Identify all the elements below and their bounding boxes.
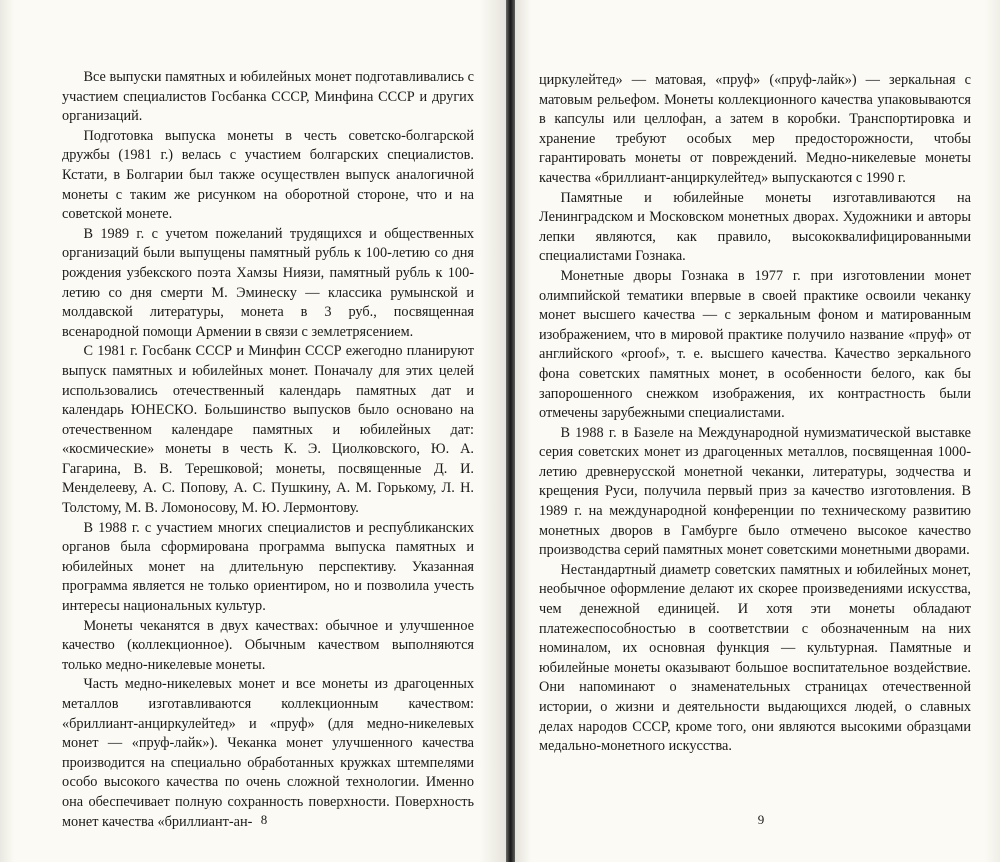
paragraph: Монеты чеканятся в двух качествах: обычное и улучшенное качество (коллекционное). Обычным качеством выполняются только медно-никелевые монеты. (62, 617, 474, 673)
paragraph: Все выпуски памятных и юбилейных монет подготавливались с участием специалистов Госбанка СССР, Минфина СССР и других организаций. (62, 69, 474, 125)
paragraph: Нестандартный диаметр советских памятных и юбилейных монет, необычное оформление делают их скорее произведениями искусства, чем денежной единицей. И хотя эти монеты обладают платежеспособностью в соответствии с обозначенным на них номиналом, их основная функция — культурная. Памятные и юбилейные монеты оказывают большое воспитательное воздействие. Они напоминают о знаменательных страницах отечественной истории, о жизни и деятельности выдающихся людей, о славных делах народов СССР, кроме того, они являются высокими образцами медально-монетного искусства. (539, 561, 971, 755)
paragraph: С 1981 г. Госбанк СССР и Минфин СССР ежегодно планируют выпуск памятных и юбилейных монет. Поначалу для этих целей использовались отечественный календарь памятных дат и календарь ЮНЕСКО. Большинство выпусков было основано на отечественном календаре памятных и юбилейных дат: «космические» монеты в честь К. Э. Циолковского, Ю. А. Гагарина, В. В. Терешковой; монеты, посвященные Д. И. Менделееву, А. С. Попову, А. С. Пушкину, А. М. Горькому, Л. Н. Толстому, М. В. Ломоносову, М. Ю. Лермонтову. (62, 343, 474, 517)
book-gutter (506, 0, 515, 862)
paragraph: Часть медно-никелевых монет и все монеты из драгоценных металлов изготавливаются коллекционным качеством: «бриллиант-анциркулейтед» и «пруф» (для медно-никелевых монет — «пруф-лайк»). Чеканка монет улучшенного качества производится на специально обработанных кружках штемпелями особо высокого качества по очень сложной технологии. Именно она обеспечивает полную сохранность поверхности. Поверхность монет качества «бриллиант-ан- (62, 676, 474, 830)
paragraph-continued: циркулейтед» — матовая, «пруф» («пруф-лайк») — зеркальная с матовым рельефом. Монеты коллекционного качества упаковываются в капсулы или целлофан, а затем в коробки. Транспортировка и хранение требуют особых мер предосторожности, чтобы гарантировать монеты от повреждений. Медно-никелевые монеты качества «бриллиант-анциркулейтед» выпускаются с 1990 г. (539, 72, 971, 186)
page-number: 8 (260, 812, 268, 827)
page-number: 9 (757, 812, 765, 827)
paragraph: Памятные и юбилейные монеты изготавливаются на Ленинградском и Московском монетных дворах. Художники и авторы лепки являются, как правило, высококвалифицированными специалистами Гознака. (539, 189, 971, 265)
right-page (515, 0, 1000, 862)
paragraph: В 1989 г. с учетом пожеланий трудящихся и общественных организаций были выпущены памятный рубль к 100-летию со дня рождения узбекского поэта Хамзы Ниязи, памятный рубль к 100-летию со дня смерти М. Эминеску — классика румынской и молдавской литературы, монета в 3 руб., посвященная всенародной помощи Армении в связи с землетрясением. (62, 225, 474, 340)
paragraph: Подготовка выпуска монеты в честь советско-болгарской дружбы (1981 г.) велась с участием болгарских специалистов. Кстати, в Болгарии был также осуществлен выпуск аналогичной монеты с таким же рисунком на оборотной стороне, что и на советской монете. (62, 127, 474, 223)
paragraph: В 1988 г. в Базеле на Международной нумизматической выставке серия советских монет из драгоценных металлов, посвященная 1000-летию древнерусской монетной чеканки, литературы, зодчества и крещения Руси, получила первый приз за качество изготовления. В 1989 г. на международной конференции по техническому развитию монетных дворов в Гамбурге было отмечено высокое качество производства серий памятных монет советскими монетными дворами. (539, 424, 971, 559)
paragraph: Монетные дворы Гознака в 1977 г. при изготовлении монет олимпийской тематики впервые в своей практике освоили чеканку монет высшего качества — с зеркальным фоном и матированным изображением, что в мировой практике получило название «пруф» от английского «proof», т. е. высшего качества. Качество зеркального фона советских памятных монет, в особенности белого, как бы запорошенного снежком изображения, их контрастность были отмечены зарубежными специалистами. (539, 267, 971, 422)
paragraph: В 1988 г. с участием многих специалистов и республиканских органов была сформирована программа выпуска памятных и юбилейных монет на длительную перспективу. Указанная программа является не только ориентиром, но и позволила учесть интересы национальных культур. (62, 519, 474, 615)
